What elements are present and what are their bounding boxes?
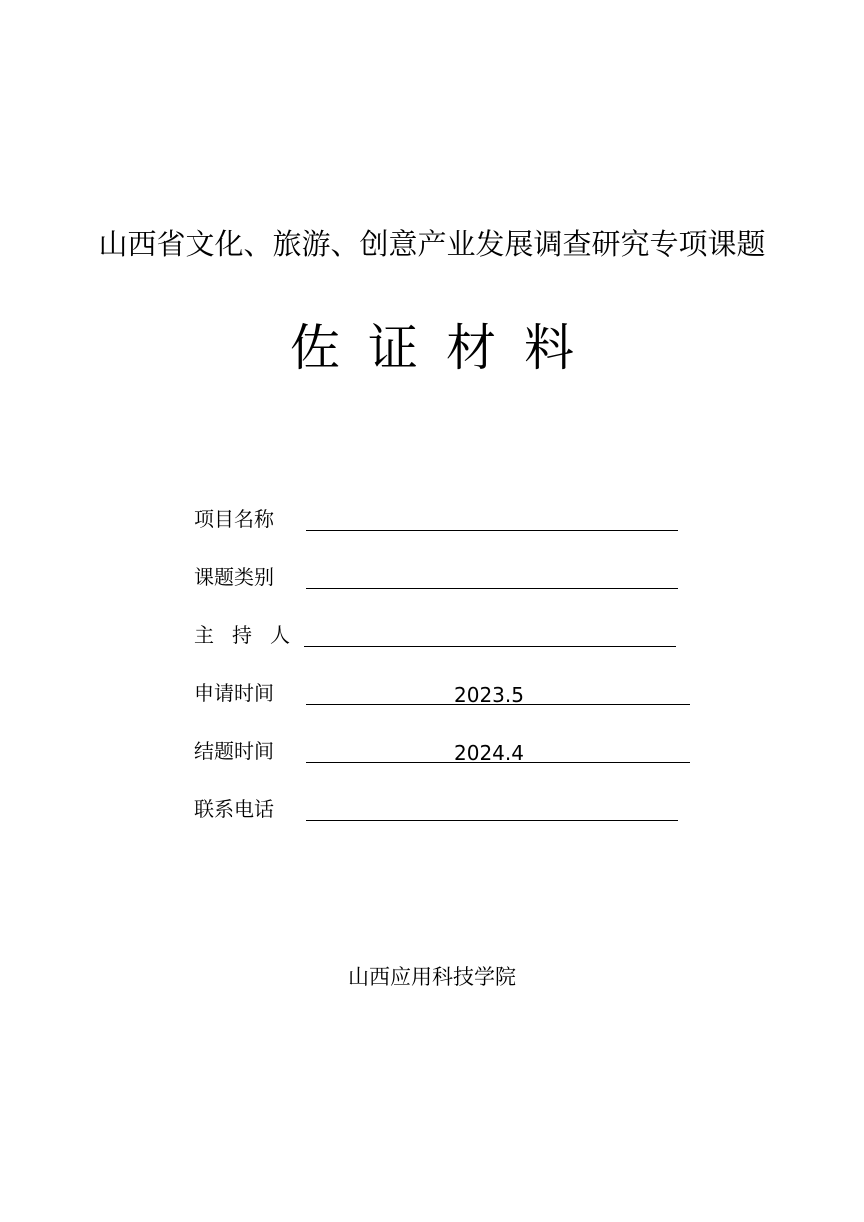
institution-name: 山西应用科技学院 bbox=[348, 965, 516, 989]
form-label: 项目名称 bbox=[194, 507, 274, 531]
form-row-contact-phone bbox=[0, 792, 864, 826]
form-label: 课题类别 bbox=[194, 565, 274, 589]
form-field-value: 2024.4 bbox=[454, 741, 524, 765]
form-row-apply-time bbox=[0, 676, 864, 710]
form-field-line[interactable] bbox=[306, 792, 678, 821]
form-field-line[interactable] bbox=[304, 618, 676, 647]
form-field-line[interactable] bbox=[306, 676, 690, 705]
form-field-line[interactable] bbox=[306, 560, 678, 589]
form-label: 结题时间 bbox=[194, 739, 274, 763]
form-row-topic-category bbox=[0, 560, 864, 594]
form-label: 主持人 bbox=[194, 623, 308, 647]
form-field-line[interactable] bbox=[306, 502, 678, 531]
form-row-host bbox=[0, 618, 864, 652]
form-row-project-name bbox=[0, 502, 864, 536]
form-field-line[interactable] bbox=[306, 734, 690, 763]
form-label: 申请时间 bbox=[194, 681, 274, 705]
form-field-value: 2023.5 bbox=[454, 683, 524, 707]
form-row-completion-time bbox=[0, 734, 864, 768]
form-label: 联系电话 bbox=[194, 797, 274, 821]
document-title: 佐证材料 bbox=[290, 319, 602, 377]
document-subtitle: 山西省文化、旅游、创意产业发展调查研究专项课题 bbox=[98, 227, 766, 261]
